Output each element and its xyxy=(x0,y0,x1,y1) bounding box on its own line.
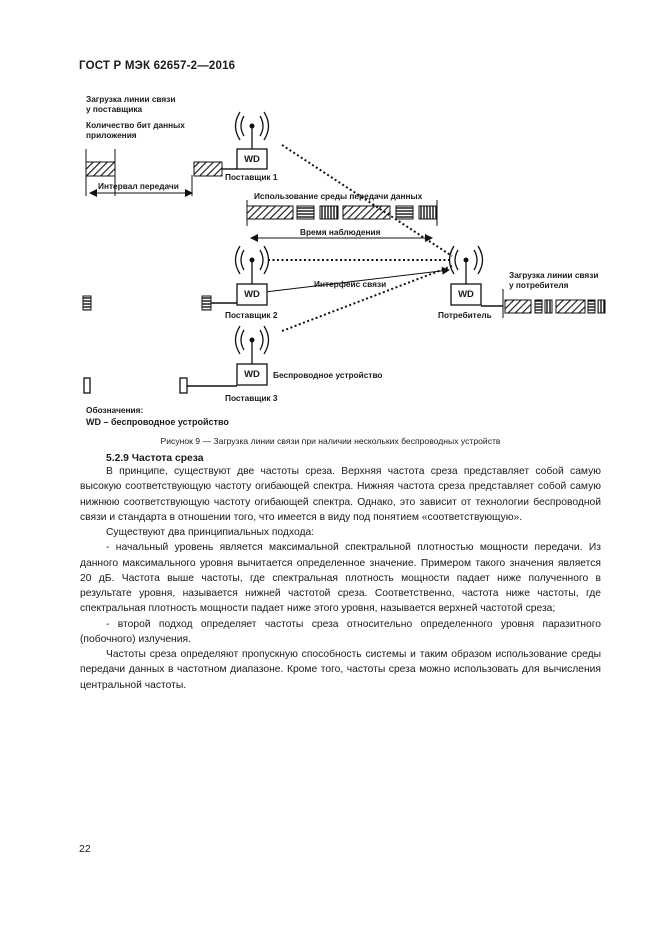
paragraph: Существуют два принципиальных подхода: xyxy=(106,527,315,538)
supplier3-device xyxy=(84,326,269,393)
wireless-device-label: Беспроводное устройство xyxy=(273,370,383,380)
supplier1-label: Поставщик 1 xyxy=(225,172,278,182)
medium-usage-label: Использование среды передачи данных xyxy=(254,191,423,201)
section-body xyxy=(80,464,601,693)
supplier-load-label-2: у поставщика xyxy=(86,104,143,114)
paragraph: В принципе, существуют две частоты среза. Верхняя частота среза представляет собой самую высокую соответствующую частоту огибающей спектра. Нижняя частота среза представляет собой самую нижнюю соответствующую частоту огибающей спектра. Однако, это зависит от технологии беспроводной связи и стандарта в отношении того, что имеется в виду под понятием «соответствующую». xyxy=(80,466,601,523)
supplier3-label: Поставщик 3 xyxy=(225,393,278,403)
consumer-load-label-2: у потребителя xyxy=(509,280,569,290)
tx-interval-label: Интервал передачи xyxy=(98,181,179,191)
figure-caption: Рисунок 9 — Загрузка линии связи при наличии нескольких беспроводных устройств xyxy=(160,436,501,446)
supplier2-label: Поставщик 2 xyxy=(225,310,278,320)
wd-label-supplier2: WD xyxy=(244,289,260,300)
wd-label-consumer: WD xyxy=(458,289,474,300)
wd-label-supplier1: WD xyxy=(244,154,260,165)
page-number: 22 xyxy=(79,843,91,855)
legend-title: Обозначения: xyxy=(86,405,144,415)
paragraph: - второй подход определяет частоты среза относительно определенного уровня паразитного (побочного) излучения. xyxy=(80,618,601,645)
interface-label: Интерфейс связи xyxy=(314,279,387,289)
paragraph: - начальный уровень является максимальной спектральной плотностью мощности передачи. Из данного максимального уровня вычитается определенное значение. Примером такого значения является 20 дБ. Частота выше частоты, где спектральная плотность мощности падает ниже полученного в результате уровня, называется нижней частотой среза. Соответственно, частота ниже частоты, где спектральная плотность мощности падает ниже этого уровня, называется верхней частотой среза; xyxy=(80,542,601,615)
legend-wd: WD – беспроводное устройство xyxy=(86,417,229,427)
observation-time-label: Время наблюдения xyxy=(300,227,381,237)
consumer-load-bar xyxy=(503,289,605,318)
consumer-load-label: Загрузка линии связи xyxy=(509,270,599,280)
document-header: ГОСТ Р МЭК 62657-2—2016 xyxy=(79,60,236,72)
app-bits-label-2: приложения xyxy=(86,130,137,140)
wd-label-supplier3: WD xyxy=(244,369,260,380)
supplier1-device xyxy=(194,112,269,176)
consumer-label: Потребитель xyxy=(438,310,492,320)
supplier2-device xyxy=(83,246,269,310)
paragraph: Частоты среза определяют пропускную способность системы и таким образом использование среды передачи данных в частотном диапазоне. Кроме того, частоты среза можно использовать для вычисления центральной частоты. xyxy=(80,649,601,691)
supplier-load-label: Загрузка линии связи xyxy=(86,94,176,104)
app-bits-label: Количество бит данных xyxy=(86,120,185,130)
section-title: 5.2.9 Частота среза xyxy=(106,453,204,464)
